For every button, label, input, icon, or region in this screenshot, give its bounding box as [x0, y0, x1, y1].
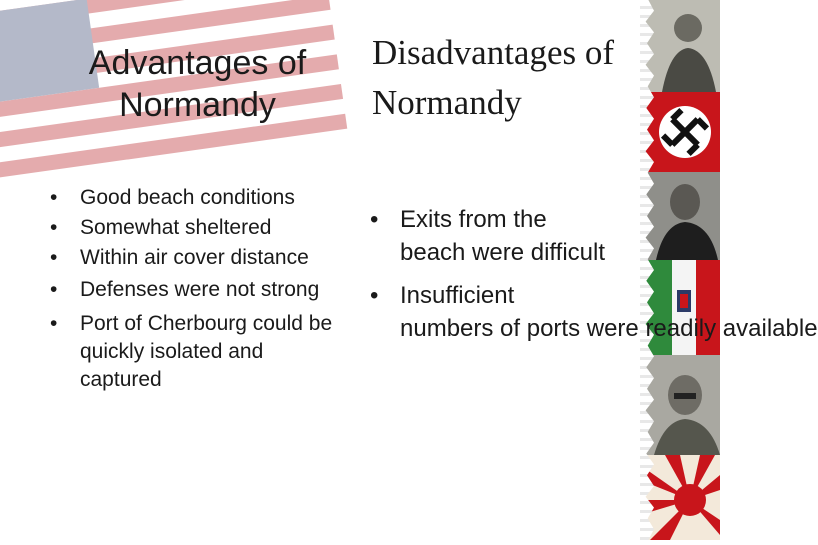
disadvantages-title: Disadvantages of Normandy	[372, 33, 615, 122]
list-item: • Good beach conditions	[50, 184, 340, 212]
list-item	[370, 203, 670, 269]
list-item: • Defenses were not strong	[50, 276, 340, 304]
advantages-list	[50, 184, 340, 400]
list-item: • Port of Cherbourg could be quickly isolated and captured	[50, 310, 340, 394]
list-item: • Somewhat sheltered	[50, 214, 340, 242]
list-item-text: Exits from the beach were difficult	[400, 206, 606, 266]
advantages-title: Advantages of Normandy	[88, 44, 307, 124]
list-item-text: Insufficient numbers of ports were readily available	[400, 282, 818, 342]
disadvantages-list	[370, 203, 818, 355]
list-item: • Within air cover distance	[50, 244, 340, 272]
list-item	[370, 279, 818, 345]
